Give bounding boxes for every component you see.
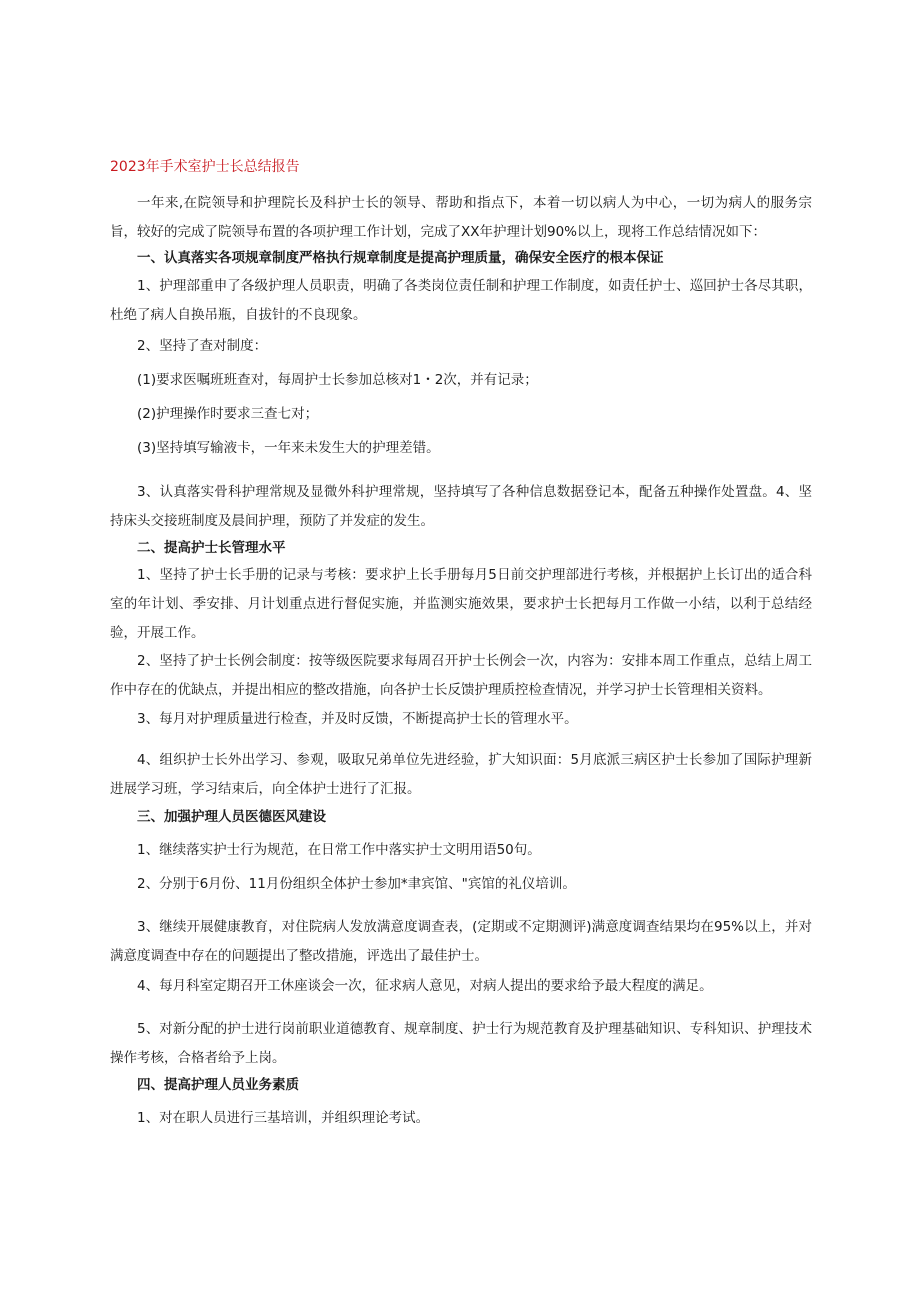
section2-paragraph-2: 2、坚持了护士长例会制度：按等级医院要求每周召开护士长例会一次，内容为：安排本周工作重点，总结上周工作中存在的优缺点，并提出相应的整改措施，向各护士长反馈护理质控检查情况，并学习护士长管理相关资料。 [110,653,812,698]
section1-heading: 一、认真落实各项规章制度严格执行规章制度是提高护理质量，确保安全医疗的根本保证 [137,250,664,266]
section1-paragraph-3: 3、认真落实骨科护理常规及显微外科护理常规，坚持填写了各种信息数据登记本，配备五种操作处置盘。4、坚持床头交接班制度及晨间护理，预防了并发症的发生。 [110,484,812,529]
section1-paragraph-1: 1、护理部重申了各级护理人员职责，明确了各类岗位责任制和护理工作制度，如责任护士、巡回护士各尽其职，杜绝了病人自换吊瓶，自拔针的不良现象。 [110,278,812,323]
section3-paragraph-5: 5、对新分配的护士进行岗前职业道德教育、规章制度、护士行为规范教育及护理基础知识、专科知识、护理技术操作考核，合格者给予上岗。 [110,1021,812,1066]
section3-paragraph-3: 3、继续开展健康教育，对住院病人发放满意度调查表，(定期或不定期测评)满意度调查结果均在95%以上，并对满意度调查中存在的问题提出了整改措施，评选出了最佳护士。 [110,919,812,964]
section2-paragraph-4: 4、组织护士长外出学习、参观，吸取兄弟单位先进经验，扩大知识面：5月底派三病区护士长参加了国际护理新进展学习班，学习结束后，向全体护士进行了汇报。 [110,752,812,797]
section2-paragraph-3: 3、每月对护理质量进行检查，并及时反馈，不断提高护士长的管理水平。 [137,711,578,727]
section1-paragraph-2: 2、坚持了查对制度： [137,338,268,354]
section3-paragraph-2: 2、分别于6月份、11月份组织全体护士参加*聿宾馆、"宾馆的礼仪培训。 [137,876,576,892]
section4-paragraph-1: 1、对在职人员进行三基培训，并组织理论考试。 [137,1110,430,1126]
document-title: 2023年手术室护士长总结报告 [110,159,300,175]
section1-item-1: (1)要求医嘱班班查对，每周护士长参加总核对1・2次，并有记录； [137,372,538,388]
section3-paragraph-4: 4、每月科室定期召开工休座谈会一次，征求病人意见，对病人提出的要求给予最大程度的满足。 [137,978,713,994]
section1-item-3: (3)坚持填写输液卡，一年来未发生大的护理差错。 [137,440,440,456]
section2-paragraph-1: 1、坚持了护士长手册的记录与考核：要求护上长手册每月5日前交护理部进行考核，并根据护上长订出的适合科室的年计划、季安排、月计划重点进行督促实施，并监测实施效果，要求护士长把每月工作做一小结，以利于总结经验，开展工作。 [110,567,812,641]
section1-item-2: (2)护理操作时要求三查七对； [137,406,319,422]
section3-heading: 三、加强护理人员医德医风建设 [137,809,326,825]
section2-heading: 二、提高护士长管理水平 [137,540,286,556]
section4-heading: 四、提高护理人员业务素质 [137,1077,299,1093]
intro-paragraph: 一年来,在院领导和护理院长及科护士长的领导、帮助和指点下，本着一切以病人为中心，一切为病人的服务宗旨，较好的完成了院领导布置的各项护理工作计划，完成了XX年护理计划90%以上，现将工作总结情况如下： [110,195,812,240]
section3-paragraph-1: 1、继续落实护士行为规范，在日常工作中落实护士文明用语50句。 [137,842,541,858]
